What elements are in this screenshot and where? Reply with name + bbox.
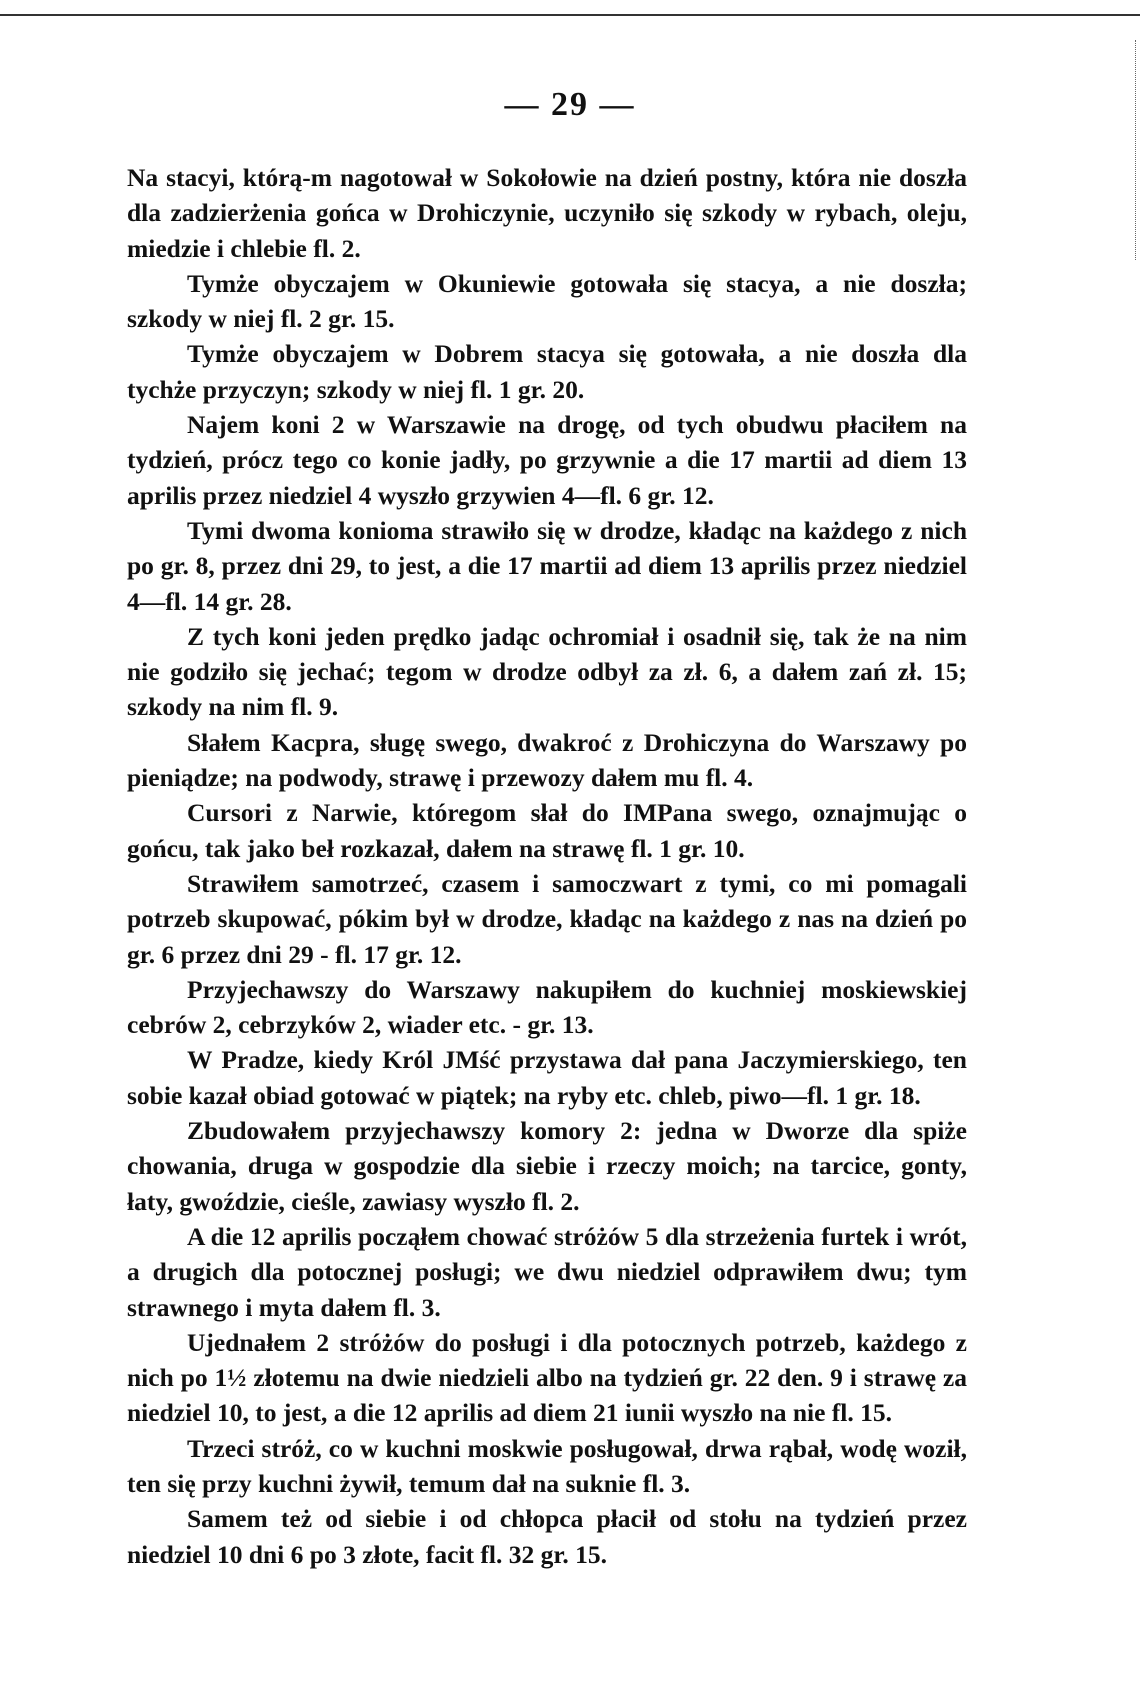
paragraph: Tymi dwoma koniomа strawiło się w drodze, kładąc na każdego z nich po gr. 8, przez dni 29, to jest, a die 17 martii ad diem 13 aprilis przez niedziel 4—fl. 14 gr. 28.	[127, 515, 967, 616]
page-number-header: — 29 —	[504, 86, 636, 123]
paragraph: A die 12 aprilis począłem chować stróżów 5 dla strzeżenia furtek i wrót, a drugich dla potocznej posługi; we dwu niedziel odprawiłem dwu; tym strawnego i myta dałem fl. 3.	[127, 1221, 967, 1322]
page-edge-mark	[1135, 40, 1136, 260]
paragraph: Samem też od siebie i od chłopca płacił od stołu na tydzień przez niedziel 10 dni 6 po 3 złote, facit fl. 32 gr. 15.	[127, 1504, 967, 1569]
paragraph: Z tych koni jeden prędko jadąc ochromiał i osadnił się, tak że na nim nie godziło się jechać; tegom w drodze odbył za zł. 6, a dałem zań zł. 15; szkody na nim fl. 9.	[127, 621, 967, 722]
top-edge-rule	[0, 14, 1140, 16]
paragraph: Najem koni 2 w Warszawie na drogę, od tych obudwu płaciłem na tydzień, prócz tego co konie jadły, po grzywnie a die 17 martii ad diem 13 aprilis przez niedziel 4 wyszło grzywien 4—fl. 6 gr. 12.	[127, 410, 967, 510]
paragraph: W Pradze, kiedy Król JMść przystawa dał pana Jaczymierskiego, ten sobie kazał obiad gotować w piątek; na ryby etc. chleb, piwo—fl. 1 gr. 18.	[127, 1045, 967, 1110]
paragraph: Na stacyi, którą-m nagotował w Sokołowie na dzień postny, która nie doszła dla zadzierżenia gońca w Drohiczynie, uczyniło się szkody w rybach, oleju, miedzie i chlebie fl. 2.	[127, 163, 967, 263]
page-body	[127, 160, 967, 1572]
paragraph: Słałem Kacpra, sługę swego, dwakroć z Drohiczyna do Warszawy po pieniądze; na podwody, strawę i przewozy dałem mu fl. 4.	[127, 727, 967, 793]
paragraph: Przyjechawszy do Warszawy nakupiłem do kuchniej moskiewskiej cebrów 2, cebrzyków 2, wiader etc. - gr. 13.	[127, 974, 967, 1040]
paragraph: Cursori z Narwie, któregom słał do IMPana swego, oznajmując o gońcu, tak jako beł rozkazał, dałem na strawę fl. 1 gr. 10.	[127, 798, 967, 863]
paragraph: Strawiłem samotrzeć, czasem i samoczwart z tymi, co mi pomagali potrzeb skupować, pókim był w drodze, kładąc na każdego z nas na dzień po gr. 6 przez dni 29 - fl. 17 gr. 12.	[127, 868, 967, 969]
paragraph: Ujednałem 2 stróżów do posługi i dla potocznych potrzeb, każdego z nich po 1½ złotemu na dwie niedzieli albo na tydzień gr. 22 den. 9 i strawę za niedziel 10, to jest, a die 12 aprilis ad diem 21 iunii wyszło na nie fl. 15.	[127, 1327, 967, 1428]
paragraph: Zbudowałem przyjechawszy komory 2: jedna w Dworze dla spiże chowania, druga w gospodzie dla siebie i rzeczy moich; na tarcice, gonty, łaty, gwoździe, cieśle, zawiasy wyszło fl. 2.	[127, 1116, 967, 1216]
paragraph: Tymże obyczajem w Okuniewie gotowała się stacya, a nie doszła; szkody w niej fl. 2 gr. 15.	[127, 268, 967, 334]
paragraph: Tymże obyczajem w Dobrem stacya się gotowała, a nie doszła dla tychże przyczyn; szkody w niej fl. 1 gr. 20.	[127, 339, 967, 404]
paragraph: Trzeci stróż, co w kuchni moskwie posługował, drwa rąbał, wodę woził, ten się przy kuchni żywił, temum dał na suknie fl. 3.	[127, 1433, 967, 1498]
